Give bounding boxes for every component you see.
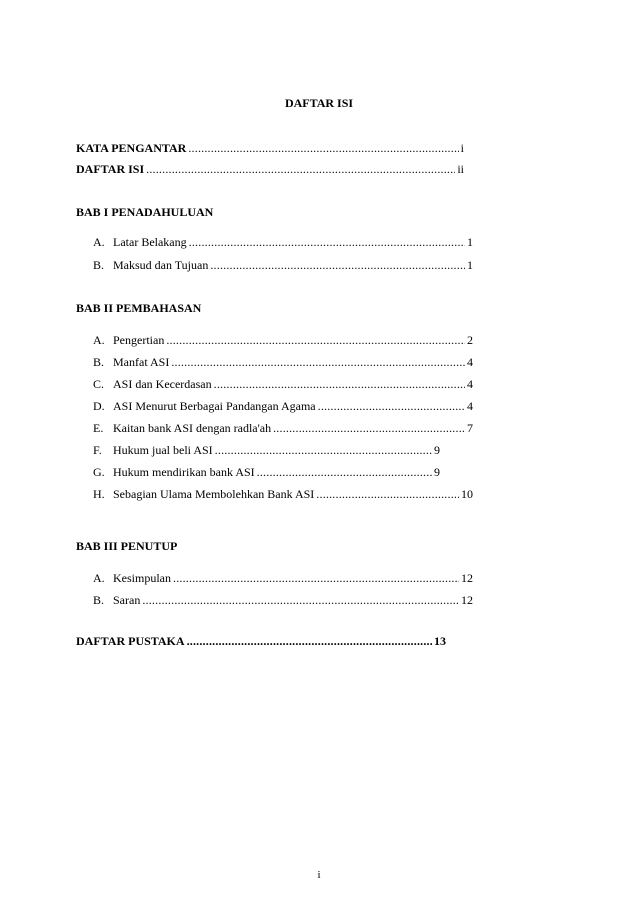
toc-entry-page: 12	[461, 593, 473, 607]
toc-entry-label: Sebagian Ulama Membolehkan Bank ASI	[113, 487, 315, 501]
toc-entry-page: 10	[461, 487, 473, 501]
list-marker: A.	[93, 235, 105, 249]
page-title: DAFTAR ISI	[284, 96, 354, 110]
toc-entry-page: 13	[434, 634, 446, 648]
toc-entry-page: 1	[467, 235, 473, 249]
toc-entry-page: 9	[434, 465, 440, 479]
chapter-heading-bab-2: BAB II PEMBAHASAN	[76, 301, 202, 315]
list-marker: A.	[93, 571, 105, 585]
dot-leader	[316, 486, 459, 502]
page-number: i	[317, 869, 321, 881]
toc-entry-page: 4	[467, 355, 473, 369]
dot-leader	[210, 257, 465, 273]
toc-entry-page: 12	[461, 571, 473, 585]
toc-entry-page: ii	[457, 162, 464, 176]
toc-entry[interactable]	[93, 464, 440, 480]
toc-entry-label: ASI Menurut Berbagai Pandangan Agama	[113, 399, 316, 413]
dot-leader	[189, 234, 465, 250]
dot-leader	[318, 398, 465, 414]
toc-entry[interactable]	[93, 354, 473, 370]
toc-entry-page: 1	[467, 258, 473, 272]
list-marker: F.	[93, 443, 102, 457]
toc-entry[interactable]	[93, 257, 473, 273]
toc-entry-label: Latar Belakang	[113, 235, 187, 249]
toc-entry[interactable]	[93, 486, 473, 502]
toc-entry-label: Manfat ASI	[113, 355, 170, 369]
list-marker: D.	[93, 399, 105, 413]
toc-entry[interactable]	[93, 570, 473, 586]
list-marker: H.	[93, 487, 105, 501]
toc-entry-page: 4	[467, 377, 473, 391]
dot-leader	[166, 332, 465, 348]
toc-entry-label: Hukum mendirikan bank ASI	[113, 465, 255, 479]
list-marker: C.	[93, 377, 105, 391]
dot-leader	[188, 140, 458, 156]
toc-entry-label: Pengertian	[113, 333, 165, 347]
list-marker: B.	[93, 355, 105, 369]
toc-entry-page: i	[460, 141, 464, 155]
dot-leader	[214, 376, 465, 392]
dot-leader	[142, 592, 459, 608]
chapter-heading-bab-1: BAB I PENADAHULUAN	[76, 205, 214, 219]
toc-entry-label: Hukum jual beli ASI	[113, 443, 213, 457]
toc-entry-daftar-pustaka[interactable]	[76, 633, 446, 649]
dot-leader	[273, 420, 465, 436]
toc-entry[interactable]	[93, 376, 473, 392]
toc-entry-page: 4	[467, 399, 473, 413]
list-marker: G.	[93, 465, 105, 479]
toc-entry-daftar-isi[interactable]	[76, 161, 464, 177]
dot-leader	[146, 161, 455, 177]
list-marker: E.	[93, 421, 104, 435]
toc-entry[interactable]	[93, 234, 473, 250]
list-marker: B.	[93, 258, 105, 272]
dot-leader	[257, 464, 432, 480]
toc-entry[interactable]	[93, 332, 473, 348]
dot-leader	[187, 633, 432, 649]
dot-leader	[173, 570, 459, 586]
toc-entry[interactable]	[93, 398, 473, 414]
toc-entry-label: DAFTAR PUSTAKA	[76, 634, 185, 648]
toc-entry[interactable]	[93, 592, 473, 608]
toc-entry-page: 9	[434, 443, 440, 457]
toc-entry-label: KATA PENGANTAR	[76, 141, 187, 155]
toc-entry-label: Maksud dan Tujuan	[113, 258, 209, 272]
list-marker: A.	[93, 333, 105, 347]
list-marker: B.	[93, 593, 105, 607]
chapter-heading-bab-3: BAB III PENUTUP	[76, 539, 178, 553]
toc-entry-label: Kaitan bank ASI dengan radla'ah	[113, 421, 272, 435]
toc-entry-kata-pengantar[interactable]	[76, 140, 464, 156]
dot-leader	[171, 354, 465, 370]
toc-entry[interactable]	[93, 442, 440, 458]
toc-entry[interactable]	[93, 420, 473, 436]
toc-entry-page: 2	[467, 333, 473, 347]
toc-entry-label: DAFTAR ISI	[76, 162, 145, 176]
toc-entry-label: ASI dan Kecerdasan	[113, 377, 212, 391]
toc-entry-label: Kesimpulan	[113, 571, 171, 585]
toc-entry-label: Saran	[113, 593, 141, 607]
dot-leader	[215, 442, 432, 458]
toc-entry-page: 7	[467, 421, 473, 435]
